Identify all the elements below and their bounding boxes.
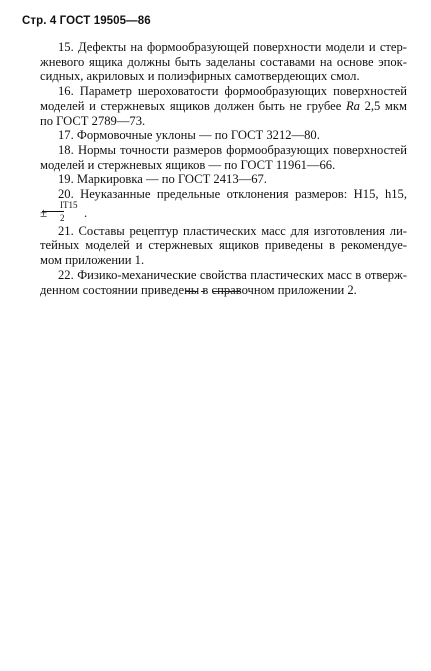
tolerance-formula: [22, 199, 407, 224]
paragraph-15: [22, 40, 407, 84]
fraction-denominator: 2: [60, 212, 65, 223]
paragraph-22-line-1: 22. Физико-механические свойства пластических масс в отверж-: [58, 267, 407, 282]
paragraph-16: [22, 84, 407, 128]
end-separator-segment: [212, 291, 240, 292]
paragraph-21-line-1: 21. Составы рецептур пластических масс для изготовления ли-: [58, 223, 407, 238]
paragraph-20: [22, 187, 407, 224]
paragraph-20-line-1: 20. Неуказанные предельные отклонения размеров: H15, h15,: [58, 187, 407, 202]
document-body: [22, 40, 407, 297]
paragraph-15-line-1: 15. Дефекты на формообразующей поверхности модели и стер-: [58, 40, 407, 54]
end-separator-segment: [185, 291, 198, 292]
paragraph-18-line-2: моделей и стержневых ящиков — по ГОСТ 11961—66.: [40, 157, 336, 172]
end-separator-segment: [201, 291, 205, 292]
paragraph-16-line-2-start: моделей и стержневых ящиков должен быть не грубее: [40, 98, 346, 113]
tolerance-fraction: [42, 199, 78, 223]
page-header: Стр. 4 ГОСТ 19505—86: [22, 15, 151, 27]
paragraph-15-line-3: сидных, акриловых и полиэфирных самотвердеющих смол.: [40, 69, 360, 84]
paragraph-15-line-2: жневого ящика должны быть заделаны составами на основе эпок-: [40, 54, 407, 69]
paragraph-16-line-2: [22, 99, 407, 114]
paragraph-16-line-2-end: 2,5 мкм: [359, 98, 407, 113]
paragraph-21: [22, 224, 407, 268]
paragraph-22: [22, 268, 407, 297]
paragraph-17-line-1: 17. Формовочные уклоны — по ГОСТ 3212—80.: [58, 128, 320, 143]
paragraph-21-line-3: мом приложении 1.: [40, 253, 145, 268]
paragraph-19-line-1: 19. Маркировка — по ГОСТ 2413—67.: [58, 172, 267, 187]
paragraph-21-line-2: тейных моделей и стержневых ящиков приведены в рекомендуе-: [40, 238, 407, 253]
roughness-symbol: Ra: [345, 98, 360, 113]
paragraph-16-line-3: по ГОСТ 2789—73.: [40, 113, 146, 128]
plus-minus-sign: ±: [40, 204, 48, 220]
fraction-numerator: IT15: [42, 200, 64, 212]
formula-period: .: [84, 205, 88, 220]
paragraph-17: [22, 128, 407, 143]
paragraph-22-line-2: денном состоянии приведены в справочном приложении 2.: [40, 282, 357, 297]
paragraph-16-line-1: 16. Параметр шероховатости формообразующих поверхностей: [58, 84, 407, 99]
paragraph-18: [22, 143, 407, 172]
paragraph-18-line-1: 18. Нормы точности размеров формообразующих поверхностей: [58, 142, 407, 157]
paragraph-19: [22, 172, 407, 187]
